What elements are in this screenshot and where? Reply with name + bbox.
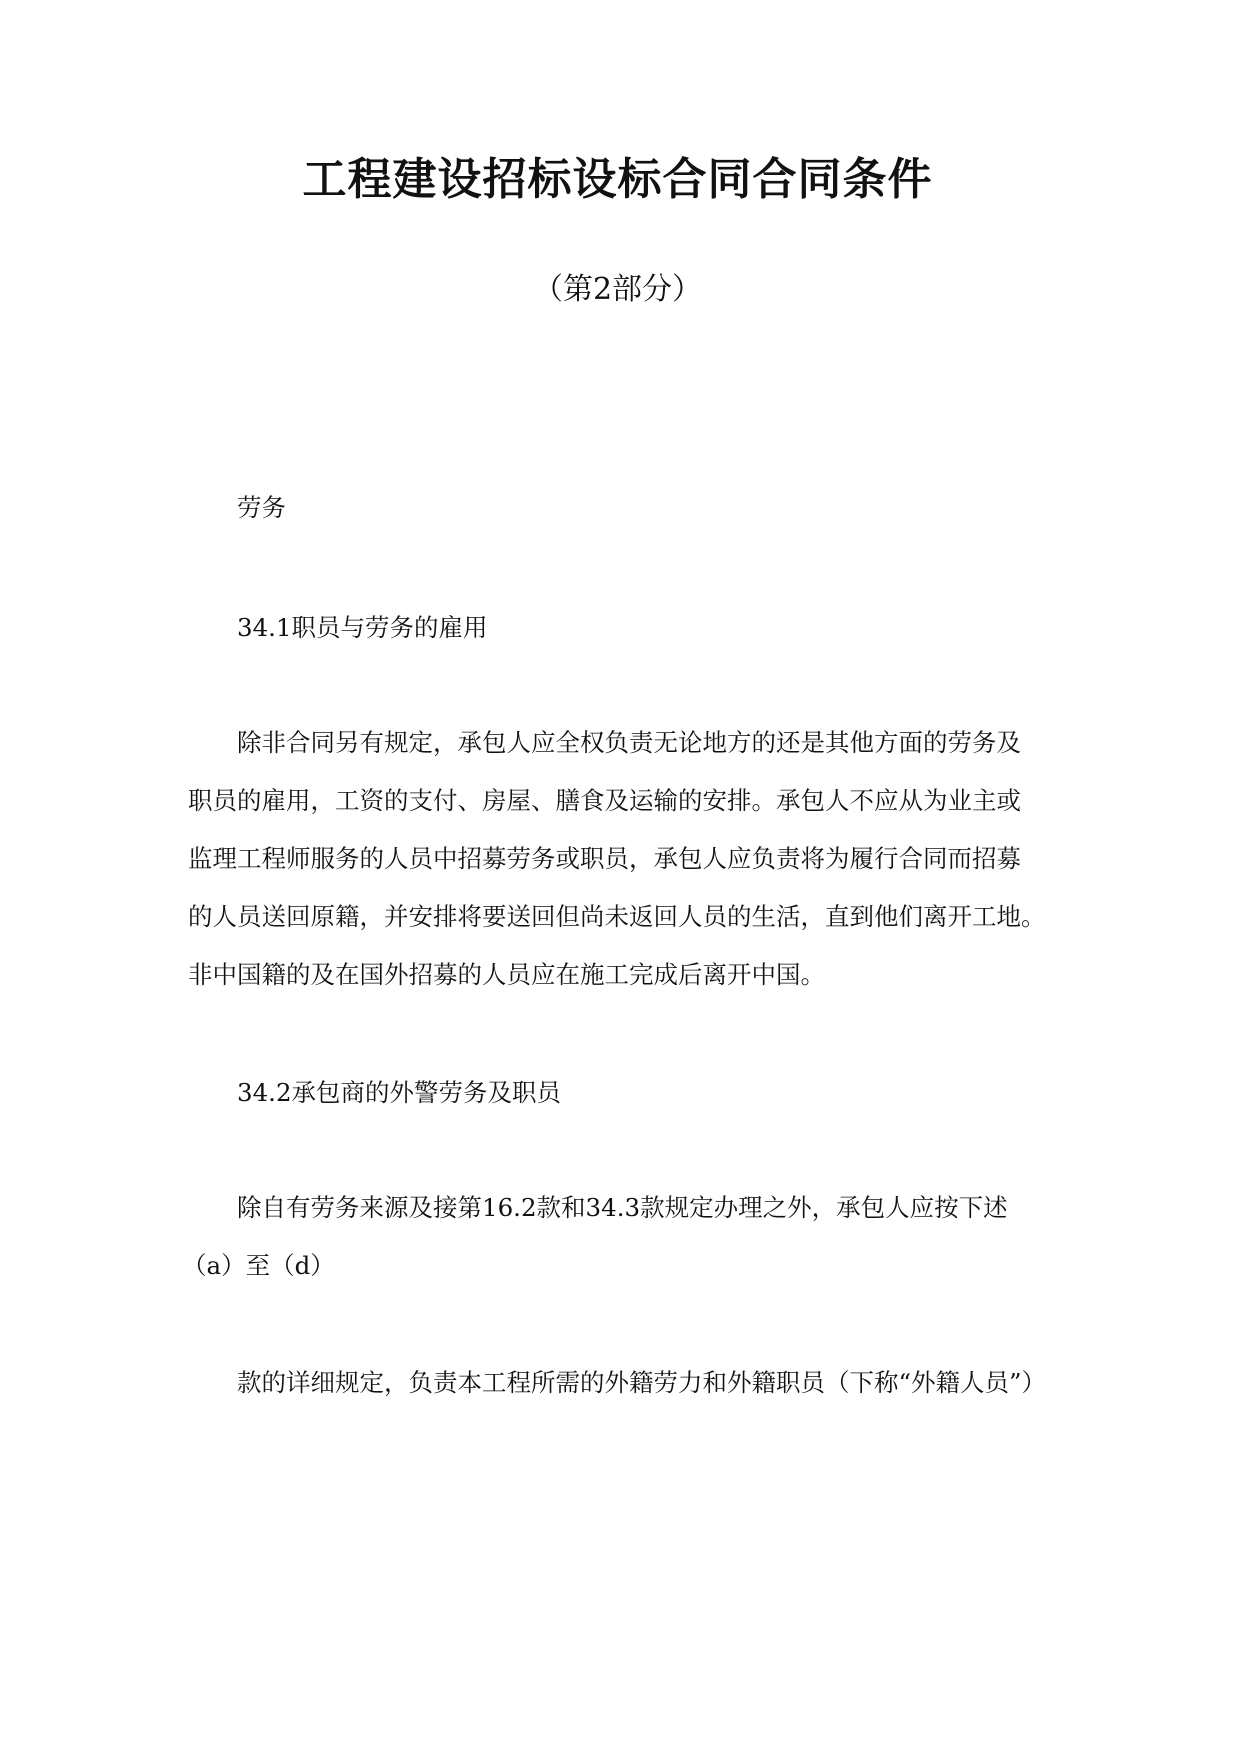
- clause-34-2-line-1: 除自有劳务来源及接第16.2款和34.3款规定办理之外，承包人应按下述: [237, 1193, 1008, 1222]
- document-subtitle: （第2部分）: [532, 272, 703, 307]
- document-title: 工程建设招标设标合同合同条件: [302, 154, 933, 205]
- clause-34-1-line-4: 的人员送回原籍，并安排将要送回但尚未返回人员的生活，直到他们离开工地。: [188, 902, 1046, 931]
- clause-34-1-heading: 34.1职员与劳务的雇用: [237, 613, 488, 642]
- clause-34-1-line-2: 职员的雇用，工资的支付、房屋、膳食及运输的安排。承包人不应从为业主或: [188, 786, 1021, 815]
- clause-34-1-line-3: 监理工程师服务的人员中招募劳务或职员，承包人应负责将为履行合同而招募: [188, 844, 1021, 873]
- clause-34-2-heading: 34.2承包商的外警劳务及职员: [237, 1078, 562, 1107]
- clause-34-1-line-1: 除非合同另有规定，承包人应全权负责无论地方的还是其他方面的劳务及: [237, 728, 1021, 757]
- clause-34-2-line-3: 款的详细规定，负责本工程所需的外籍劳力和外籍职员（下称“外籍人员”）: [237, 1368, 1047, 1397]
- clause-34-1-line-5: 非中国籍的及在国外招募的人员应在施工完成后离开中国。: [188, 960, 825, 989]
- section-heading: 劳务: [237, 493, 286, 522]
- clause-34-2-line-2: （a）至（d）: [182, 1251, 335, 1280]
